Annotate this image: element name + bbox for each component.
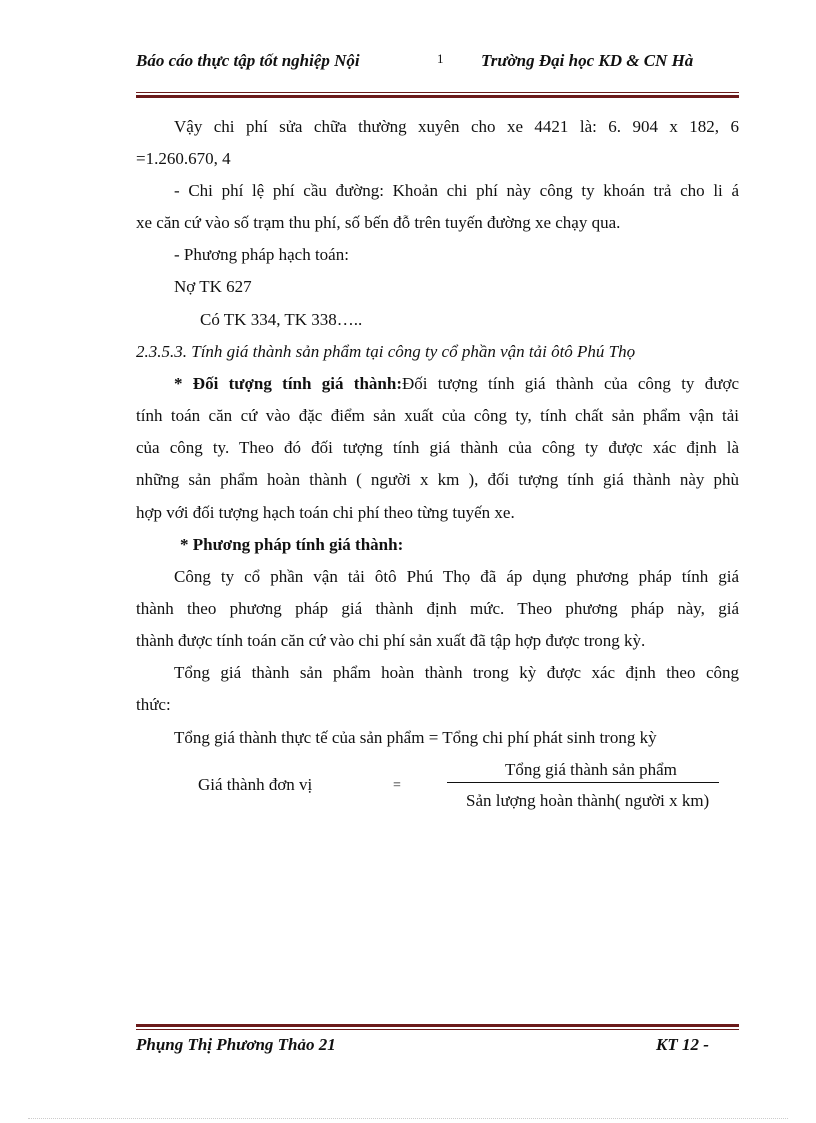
footer-rule-thick	[136, 1024, 739, 1027]
paragraph-line: Tổng giá thành sản phẩm hoàn thành trong kỳ được xác định theo công	[174, 663, 739, 682]
formula-unit-label: Giá thành đơn vị	[198, 775, 313, 794]
subheading-text: * Phương pháp tính giá thành:	[180, 535, 404, 554]
paragraph-text: Đối tượng tính giá thành của công ty được	[401, 374, 739, 393]
paragraph-line	[136, 373, 739, 395]
header-rule-thick	[136, 95, 739, 98]
footer-rule-thin	[136, 1029, 739, 1030]
formula-total: Tổng giá thành thực tế của sản phẩm = Tổng chi phí phát sinh trong kỳ	[174, 728, 657, 747]
header-right-title: Trường Đại học KD & CN Hà	[481, 51, 694, 70]
paragraph-line: thức:	[136, 695, 171, 714]
paragraph-line: - Chi phí lệ phí cầu đường: Khoản chi phí này công ty khoán trả cho li á	[174, 181, 739, 200]
paragraph-line: hợp với đối tượng hạch toán chi phí theo từng tuyến xe.	[136, 503, 515, 522]
paragraph-line: Nợ TK 627	[174, 277, 252, 296]
paragraph-line: của công ty. Theo đó đối tượng tính giá thành của công ty được xác định là	[136, 438, 739, 457]
page-bottom-border	[28, 1118, 788, 1119]
formula-equals: =	[393, 778, 401, 793]
paragraph-line: xe căn cứ vào số trạm thu phí, số bến đỗ trên tuyến đường xe chạy qua.	[136, 213, 621, 232]
footer-author: Phụng Thị Phương Thảo 21	[136, 1035, 336, 1054]
paragraph-line: Có TK 334, TK 338…..	[200, 310, 363, 329]
paragraph-line: =1.260.670, 4	[136, 149, 231, 168]
paragraph-line: những sản phẩm hoàn thành ( người x km ), đối tượng tính giá thành này phù	[136, 470, 739, 489]
header-left-title: Báo cáo thực tập tốt nghiệp Nội	[136, 51, 360, 70]
paragraph-line: tính toán căn cứ vào đặc điểm sản xuất của công ty, tính chất sản phẩm vận tải	[136, 406, 739, 425]
subheading	[136, 534, 739, 556]
paragraph-line: Công ty cổ phần vận tải ôtô Phú Thọ đã áp dụng phương pháp tính giá	[174, 567, 739, 586]
header-page-number: 1	[437, 51, 444, 66]
section-heading: 2.3.5.3. Tính giá thành sản phẩm tại công ty cổ phần vận tải ôtô Phú Thọ	[136, 342, 636, 361]
paragraph-line: thành được tính toán căn cứ vào chi phí sản xuất đã tập hợp được trong kỳ.	[136, 631, 646, 650]
header-rule-thin	[136, 92, 739, 93]
paragraph-line: - Phương pháp hạch toán:	[174, 245, 349, 264]
paragraph-line: Vậy chi phí sửa chữa thường xuyên cho xe 4421 là: 6. 904 x 182, 6	[174, 117, 739, 136]
paragraph-line: thành theo phương pháp giá thành định mức. Theo phương pháp này, giá	[136, 599, 739, 618]
formula-numerator: Tổng giá thành sản phẩm	[505, 760, 677, 779]
footer-class: KT 12 -	[656, 1035, 709, 1054]
bold-term: * Đối tượng tính giá thành:	[174, 374, 402, 393]
formula-denominator: Sản lượng hoàn thành( người x km)	[466, 791, 710, 810]
fraction-bar	[447, 782, 719, 783]
